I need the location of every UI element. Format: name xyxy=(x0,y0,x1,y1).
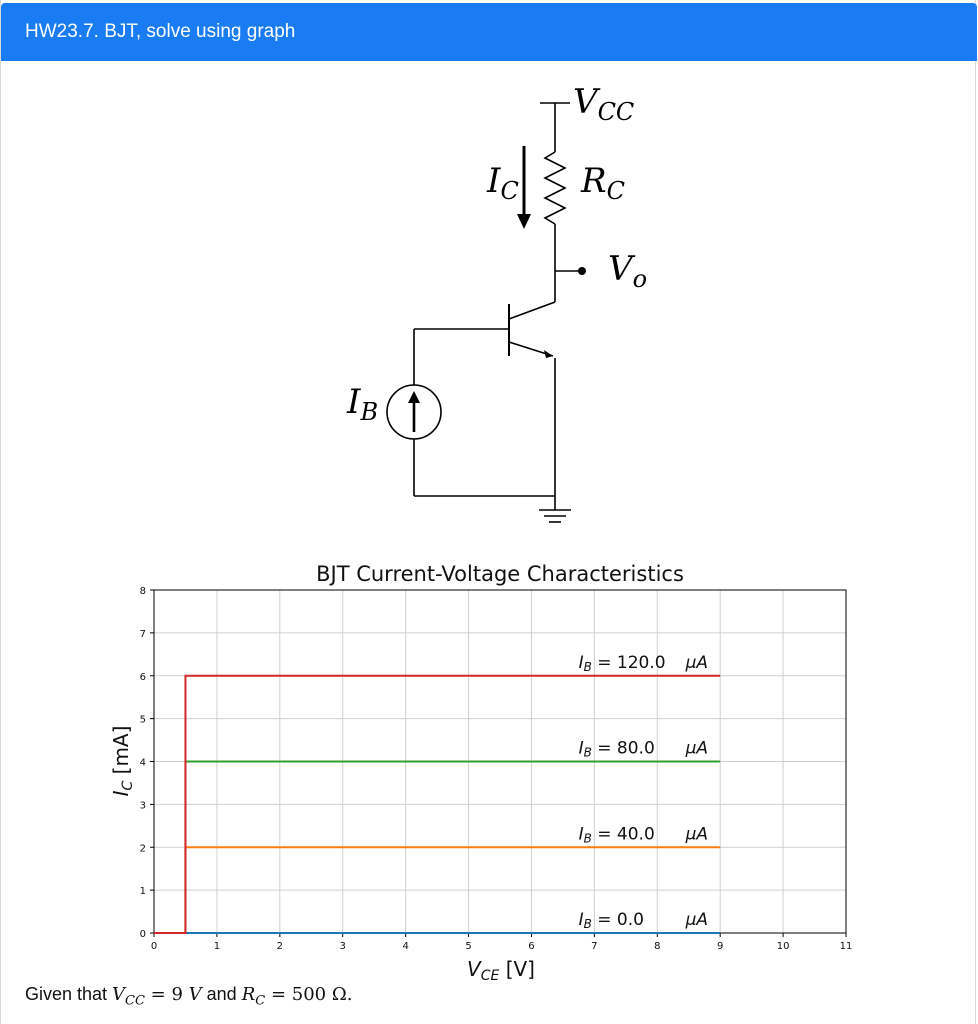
rc-label: $R_C$ xyxy=(581,161,625,205)
x-tick-label: 7 xyxy=(591,941,598,952)
series-label-unit: μA xyxy=(685,910,709,930)
ic-label: $I_C$ xyxy=(487,161,519,205)
y-tick-label: 5 xyxy=(139,714,146,726)
x-tick-label: 4 xyxy=(402,941,409,952)
y-tick-label: 8 xyxy=(139,586,146,597)
chart-axes xyxy=(140,586,853,952)
x-tick-label: 11 xyxy=(839,941,853,952)
ib-label: $I_B$ xyxy=(347,382,379,426)
rc-resistor xyxy=(545,152,565,224)
series-label-unit: μA xyxy=(685,824,709,845)
x-tick-label: 5 xyxy=(465,941,472,952)
y-tick-label: 7 xyxy=(139,628,146,640)
series-label-unit: μA xyxy=(685,652,709,673)
y-tick-label: 6 xyxy=(139,671,146,683)
ic-arrow-icon xyxy=(517,214,531,229)
bjt-iv-chart xyxy=(1,550,977,980)
bjt-emitter-arrow-icon xyxy=(544,350,553,358)
series-label-unit: μA xyxy=(685,738,709,759)
y-tick-label: 4 xyxy=(139,757,146,769)
x-tick-label: 10 xyxy=(776,941,790,952)
series-label: IB = 0.0 xyxy=(578,910,644,931)
chart-title: BJT Current-Voltage Characteristics xyxy=(316,562,684,586)
x-tick-label: 1 xyxy=(213,941,221,952)
question-title: HW23.7. BJT, solve using graph xyxy=(25,21,296,42)
bjt-collector-lead xyxy=(509,302,555,319)
y-tick-label: 1 xyxy=(139,886,146,898)
x-tick-label: 8 xyxy=(654,941,661,952)
chart-series-labels xyxy=(579,653,708,931)
source-arrow-icon xyxy=(408,391,420,403)
series-label: IB = 40.0 xyxy=(578,824,655,846)
chart-ylabel: $I_C$ [mA] xyxy=(109,725,136,797)
chart-xlabel: $V_{CE}$ [V] xyxy=(467,957,535,980)
bjt-circuit-diagram xyxy=(1,0,977,540)
vcc-label: $V_{CC}$ xyxy=(573,82,635,126)
series-label: IB = 120.0 xyxy=(578,652,666,674)
given-statement: Given that $V_{CC} = 9$ V and $R_C = 500$ Ω. xyxy=(25,984,353,1009)
x-tick-label: 3 xyxy=(339,941,346,952)
vo-node-dot xyxy=(578,267,586,275)
x-tick-label: 6 xyxy=(528,941,535,952)
y-tick-label: 3 xyxy=(139,800,146,812)
x-tick-label: 9 xyxy=(716,941,724,952)
y-tick-label: 2 xyxy=(139,843,146,855)
x-tick-label: 0 xyxy=(150,941,158,952)
vo-label: $V_o$ xyxy=(608,249,648,293)
y-tick-label: 0 xyxy=(139,929,146,940)
x-tick-label: 2 xyxy=(276,941,284,952)
series-label: IB = 80.0 xyxy=(578,738,655,760)
